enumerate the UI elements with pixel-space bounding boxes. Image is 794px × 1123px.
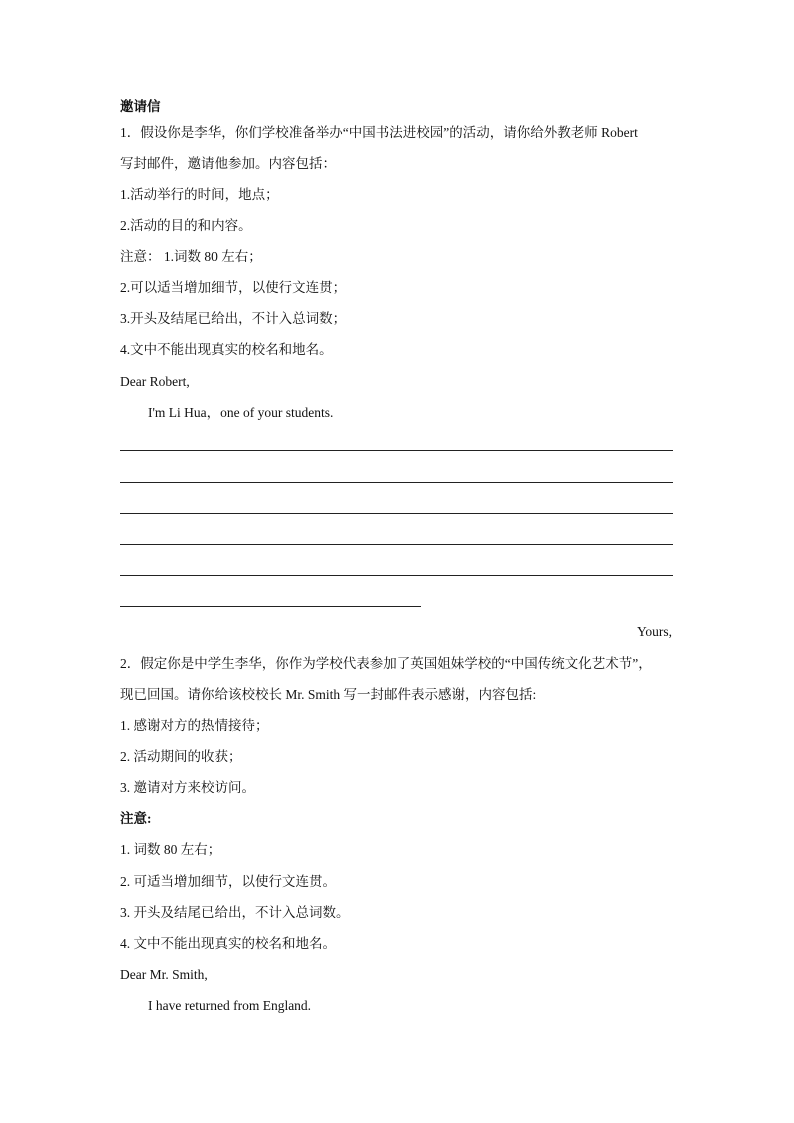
task1-point-2: 2.活动的目的和内容。	[120, 218, 252, 233]
task2-prompt-line2: 现已回国。请你给该校校长 Mr. Smith 写一封邮件表示感谢，内容包括:	[120, 687, 537, 702]
task2-prompt-line1: 2．假定你是中学生李华，你作为学校代表参加了英国姐妹学校的“中国传统文化艺术节”，	[120, 656, 652, 671]
task2-notes-title: 注意:	[120, 811, 152, 826]
task2-opening-sentence: I have returned from England.	[148, 998, 312, 1013]
task1-note-4: 4.文中不能出现真实的校名和地名。	[120, 342, 333, 357]
writing-line-3[interactable]	[120, 513, 673, 514]
task2-note-1: 1. 词数 80 左右；	[120, 842, 222, 857]
task1-point-1: 1.活动举行的时间，地点；	[120, 187, 279, 202]
writing-line-6[interactable]	[120, 606, 421, 607]
task2-note-4: 4. 文中不能出现真实的校名和地名。	[120, 936, 336, 951]
task2-note-2: 2. 可适当增加细节，以使行文连贯。	[120, 874, 336, 889]
task2-point-3: 3. 邀请对方来校访问。	[120, 780, 255, 795]
task1-closing: Yours,	[636, 624, 672, 639]
writing-line-5[interactable]	[120, 575, 673, 576]
task1-note-3: 3.开头及结尾已给出，不计入总词数；	[120, 311, 347, 326]
task2-point-2: 2. 活动期间的收获；	[120, 749, 242, 764]
writing-line-4[interactable]	[120, 544, 673, 545]
writing-line-1[interactable]	[120, 450, 673, 451]
task2-note-3: 3. 开头及结尾已给出，不计入总词数。	[120, 905, 350, 920]
task1-note-1: 注意： 1.词数 80 左右；	[120, 249, 262, 264]
task1-prompt-line1: 1．假设你是李华，你们学校准备举办“中国书法进校园”的活动，请你给外教老师 Robert	[120, 125, 638, 140]
writing-line-2[interactable]	[120, 482, 673, 483]
task1-opening-sentence: I'm Li Hua，one of your students.	[148, 405, 334, 420]
task2-point-1: 1. 感谢对方的热情接待；	[120, 718, 269, 733]
document-heading: 邀请信	[120, 99, 161, 114]
task1-salutation: Dear Robert,	[120, 374, 190, 389]
task1-note-2: 2.可以适当增加细节，以使行文连贯；	[120, 280, 347, 295]
task1-prompt-line2: 写封邮件，邀请他参加。内容包括：	[120, 156, 336, 171]
task2-salutation: Dear Mr. Smith,	[120, 967, 208, 982]
